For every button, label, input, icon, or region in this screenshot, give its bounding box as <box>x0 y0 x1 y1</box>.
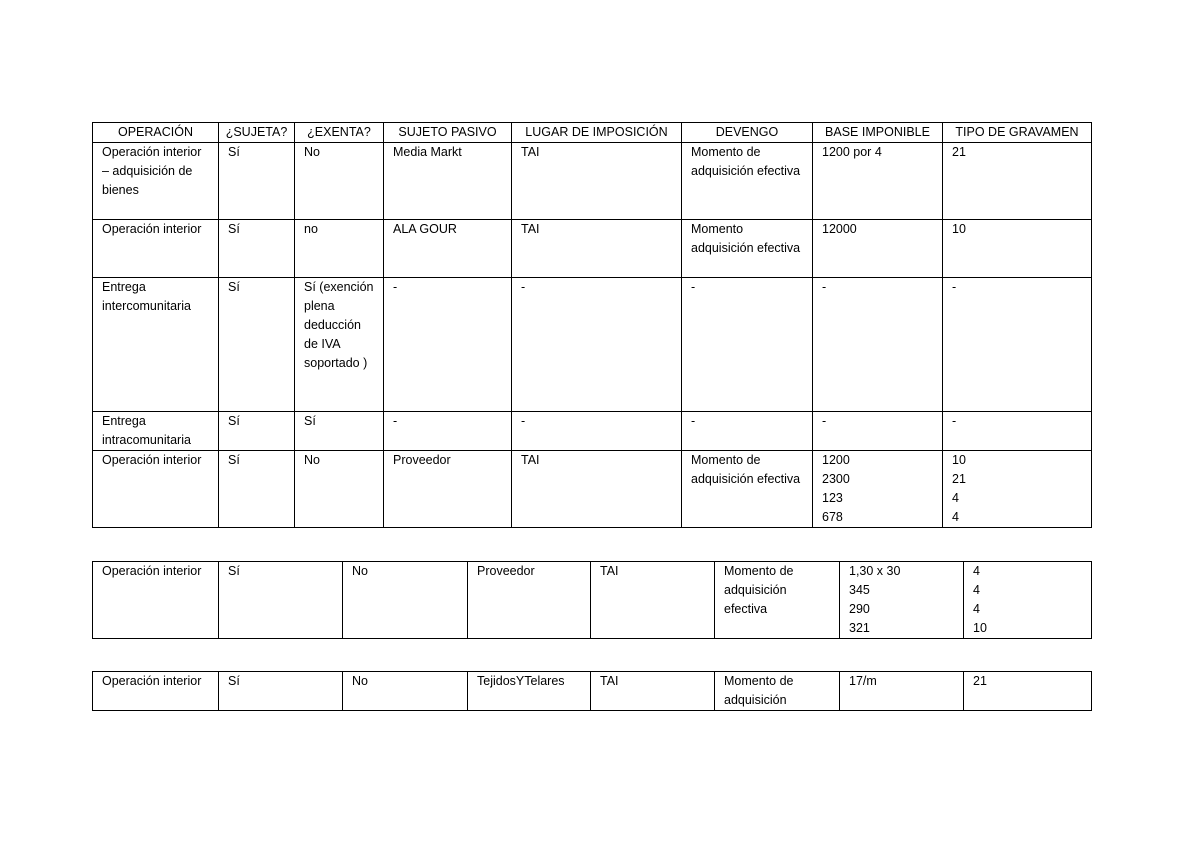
header-tipo-gravamen: TIPO DE GRAVAMEN <box>943 123 1092 143</box>
header-sujeto-pasivo: SUJETO PASIVO <box>384 123 512 143</box>
cell-lugar-imposicion: - <box>512 278 682 412</box>
cell-base-imponible: 17/m <box>840 672 964 711</box>
table-row <box>93 451 1092 528</box>
cell-lugar-imposicion: TAI <box>512 451 682 528</box>
cell-devengo: Momento adquisición efectiva <box>682 220 813 278</box>
cell-sujeto-pasivo: ALA GOUR <box>384 220 512 278</box>
cell-devengo: Momento de adquisición efectiva <box>682 143 813 220</box>
cell-devengo: Momento de adquisición efectiva <box>682 451 813 528</box>
table-row <box>93 143 1092 220</box>
header-row <box>93 123 1092 143</box>
tax-table-main <box>92 122 1092 528</box>
cell-tipo-gravamen: 4 4 4 10 <box>964 562 1092 639</box>
cell-sujeta: Sí <box>219 672 343 711</box>
cell-devengo: Momento de adquisición efectiva <box>715 562 840 639</box>
table-row <box>93 672 1092 711</box>
cell-sujeto-pasivo: Proveedor <box>468 562 591 639</box>
cell-devengo: - <box>682 412 813 451</box>
cell-operacion: Operación interior <box>93 672 219 711</box>
table-row <box>93 562 1092 639</box>
cell-base-imponible: 12000 <box>813 220 943 278</box>
cell-lugar-imposicion: TAI <box>512 220 682 278</box>
cell-sujeto-pasivo: - <box>384 278 512 412</box>
cell-base-imponible: - <box>813 278 943 412</box>
cell-devengo: Momento de adquisición <box>715 672 840 711</box>
cell-tipo-gravamen: 21 <box>964 672 1092 711</box>
cell-operacion: Entrega intracomunitaria <box>93 412 219 451</box>
cell-base-imponible: 1,30 x 30 345 290 321 <box>840 562 964 639</box>
cell-operacion: Operación interior <box>93 220 219 278</box>
cell-sujeto-pasivo: - <box>384 412 512 451</box>
cell-operacion: Operación interior <box>93 562 219 639</box>
cell-tipo-gravamen: 21 <box>943 143 1092 220</box>
cell-sujeta: Sí <box>219 143 295 220</box>
tax-table-second <box>92 561 1092 639</box>
cell-operacion: Operación interior <box>93 451 219 528</box>
tax-table-third <box>92 671 1092 711</box>
cell-operacion: Entrega intercomunitaria <box>93 278 219 412</box>
cell-lugar-imposicion: TAI <box>512 143 682 220</box>
table-row <box>93 220 1092 278</box>
cell-tipo-gravamen: - <box>943 412 1092 451</box>
cell-tipo-gravamen: 10 21 4 4 <box>943 451 1092 528</box>
cell-tipo-gravamen: 10 <box>943 220 1092 278</box>
cell-sujeta: Sí <box>219 451 295 528</box>
cell-exenta: No <box>343 562 468 639</box>
cell-sujeto-pasivo: Media Markt <box>384 143 512 220</box>
cell-sujeta: Sí <box>219 412 295 451</box>
cell-operacion: Operación interior – adquisición de bienes <box>93 143 219 220</box>
header-sujeta: ¿SUJETA? <box>219 123 295 143</box>
cell-exenta: Sí <box>295 412 384 451</box>
header-operacion: OPERACIÓN <box>93 123 219 143</box>
cell-sujeta: Sí <box>219 220 295 278</box>
cell-exenta: No <box>295 451 384 528</box>
cell-base-imponible: 1200 por 4 <box>813 143 943 220</box>
table-row <box>93 412 1092 451</box>
table-row <box>93 278 1092 412</box>
cell-exenta: No <box>343 672 468 711</box>
header-lugar-imposicion: LUGAR DE IMPOSICIÓN <box>512 123 682 143</box>
header-base-imponible: BASE IMPONIBLE <box>813 123 943 143</box>
header-devengo: DEVENGO <box>682 123 813 143</box>
cell-sujeto-pasivo: TejidosYTelares <box>468 672 591 711</box>
cell-tipo-gravamen: - <box>943 278 1092 412</box>
cell-base-imponible: 1200 2300 123 678 <box>813 451 943 528</box>
cell-exenta: no <box>295 220 384 278</box>
cell-base-imponible: - <box>813 412 943 451</box>
header-exenta: ¿EXENTA? <box>295 123 384 143</box>
cell-devengo: - <box>682 278 813 412</box>
cell-lugar-imposicion: TAI <box>591 672 715 711</box>
cell-sujeta: Sí <box>219 562 343 639</box>
cell-sujeto-pasivo: Proveedor <box>384 451 512 528</box>
cell-exenta: Sí (exención plena deducción de IVA soportado ) <box>295 278 384 412</box>
cell-exenta: No <box>295 143 384 220</box>
cell-lugar-imposicion: - <box>512 412 682 451</box>
cell-lugar-imposicion: TAI <box>591 562 715 639</box>
cell-sujeta: Sí <box>219 278 295 412</box>
